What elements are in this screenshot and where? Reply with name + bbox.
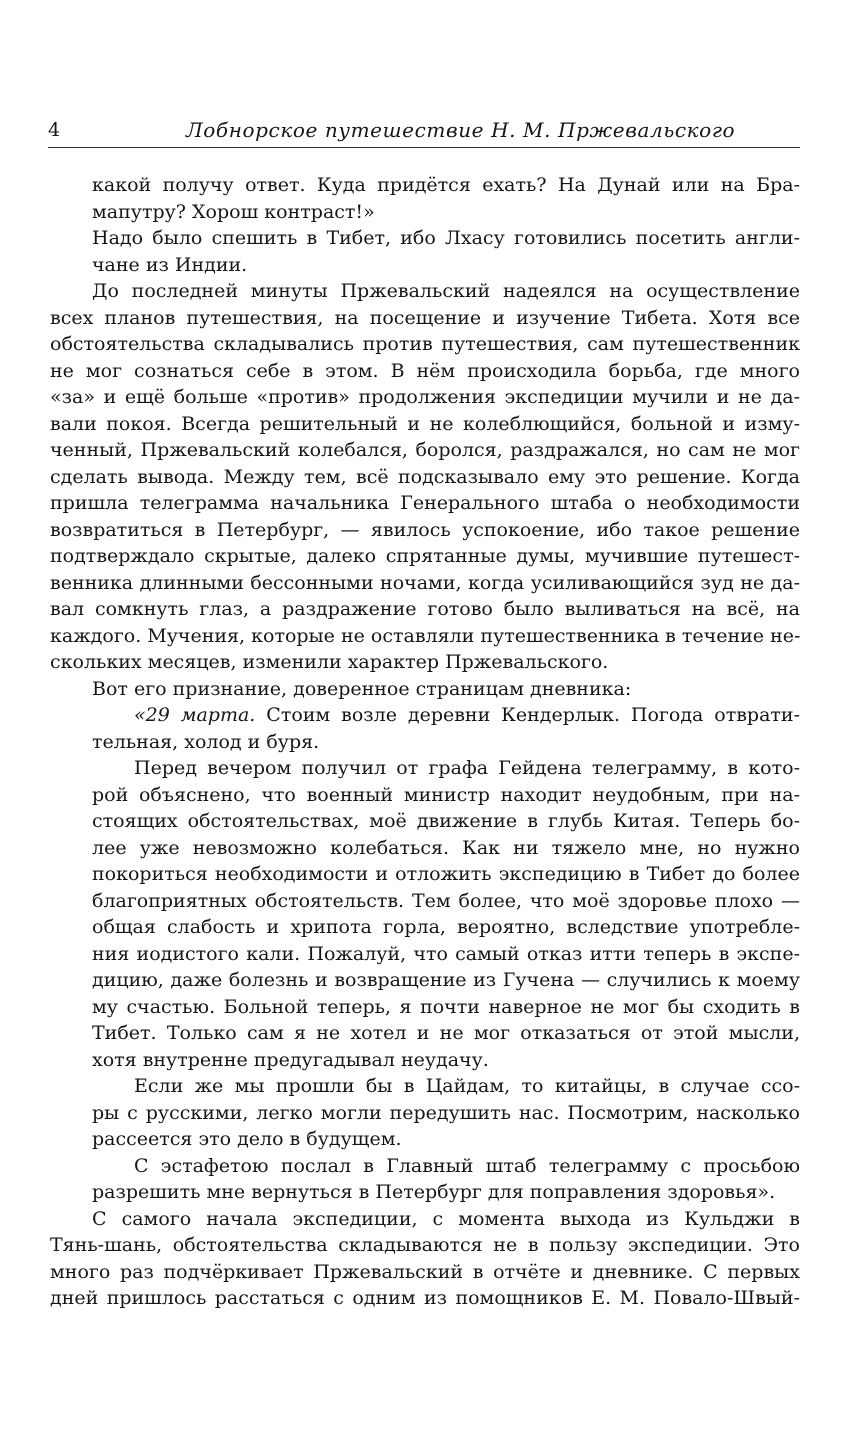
text-line: До последней минуты Пржевальский надеялся на осуществление	[92, 280, 800, 302]
quote-line: стоящих обстоятельствах, моё движение в глубь Китая. Теперь бо-	[92, 810, 800, 832]
quote-line: ния иодистого кали. Пожалуй, что самый отказ итти теперь в экспе-	[92, 942, 800, 965]
text-line: пришла телеграмма начальника Генерального штаба о необходимости	[50, 492, 800, 514]
text-line: какой получу ответ. Куда придётся ехать? На Дунай или на Бра-	[92, 174, 800, 196]
text-line: мапутру? Хорош контраст!»	[92, 200, 375, 223]
text-line: обстоятельства складывались против путешествия, сам путешественник	[50, 333, 800, 355]
text-line: скольких месяцев, изменили характер Пржевальского.	[50, 651, 609, 673]
running-title: Лобнорское путешествие Н. М. Пржевальского	[186, 118, 736, 142]
text-line: венника длинными бессонными ночами, когда усиливающийся зуд не да-	[50, 571, 800, 594]
text-line: всех планов путешествия, на посещение и изучение Тибета. Хотя все	[50, 306, 800, 329]
quote-line: Если же мы прошли бы в Цайдам, то китайцы, в случае ссо-	[134, 1075, 800, 1097]
text-line: не мог сознаться себе в этом. В нём происходила борьба, где много	[50, 359, 800, 382]
quote-line: разрешить мне вернуться в Петербург для поправления здоровья».	[92, 1181, 776, 1203]
quote-line: благоприятных обстоятельств. Тем более, что моё здоровье плохо —	[92, 889, 800, 912]
text-line: Тянь-шань, обстоятельства складываются не в пользу экспедиции. Это	[50, 1234, 800, 1256]
text-line: каждого. Мучения, которые не оставляли путешественника в течение не-	[50, 624, 801, 647]
quote-line: хотя внутренне предугадывал неудачу.	[92, 1048, 489, 1071]
quote-line: тельная, холод и буря.	[92, 730, 320, 753]
quote-line: дицию, даже болезнь и возвращение из Гучена — случились к моему	[92, 969, 800, 991]
body-text	[50, 172, 800, 1312]
quote-line: рой объяснено, что военный министр находит неудобным, при на-	[92, 783, 800, 806]
quote-line: Тибет. Только сам я не хотел и не мог отказаться от этой мысли,	[92, 1022, 800, 1044]
quote-text: Стоим возле деревни Кендерлык. Погода отврати-	[255, 704, 801, 726]
text-line: вали покоя. Всегда решительный и не колеблющийся, больной и изму-	[50, 412, 800, 435]
text-line: сделать вывода. Между тем, всё подсказывало ему это решение. Когда	[50, 465, 800, 488]
text-line: много раз подчёркивает Пржевальский в отчёте и дневнике. С первых	[50, 1260, 800, 1283]
text-line: «за» и ещё больше «против» продолжения экспедиции мучили и не да-	[50, 386, 800, 408]
page-number: 4	[48, 119, 61, 141]
quote-date: «29 марта.	[134, 704, 256, 726]
quote-line	[50, 702, 800, 729]
quote-line: Перед вечером получил от графа Гейдена телеграмму, в кото-	[134, 757, 800, 779]
quote-line: рассеется это дело в будущем.	[92, 1128, 402, 1150]
quote-line: лее уже невозможно колебаться. Как ни тяжело мне, но нужно	[92, 836, 800, 859]
text-line: Вот его признание, доверенное страницам дневника:	[92, 677, 632, 700]
text-line: дней пришлось расстаться с одним из помощников Е. М. Повало-Швый-	[50, 1287, 800, 1309]
quote-line: ры с русскими, легко могли передушить нас. Посмотрим, насколько	[92, 1101, 800, 1124]
quote-line: общая слабость и хрипота горла, вероятно, вследствие употребле-	[92, 916, 800, 938]
quote-line: покориться необходимости и отложить экспедицию в Тибет до более	[92, 863, 800, 885]
text-line: подтверждало скрытые, далеко спрятанные думы, мучившие путешест-	[50, 545, 800, 567]
quote-line: му счастью. Больной теперь, я почти наверное не мог бы сходить в	[92, 995, 800, 1018]
text-line: вал сомкнуть глаз, а раздражение готово было выливаться на всё, на	[50, 598, 800, 620]
page-header	[48, 116, 800, 148]
text-line: С самого начала экспедиции, с момента выхода из Кульджи в	[92, 1207, 800, 1230]
text-line: чане из Индии.	[92, 253, 248, 276]
quote-line: С эстафетою послал в Главный штаб телеграмму с просьбою	[134, 1154, 800, 1177]
header-rule	[48, 147, 800, 148]
text-line: ченный, Пржевальский колебался, боролся, раздражался, но сам не мог	[50, 439, 800, 461]
text-line: Надо было спешить в Тибет, ибо Лхасу готовились посетить англи-	[92, 227, 800, 249]
text-line: возвратиться в Петербург, — явилось успокоение, ибо такое решение	[50, 518, 800, 541]
